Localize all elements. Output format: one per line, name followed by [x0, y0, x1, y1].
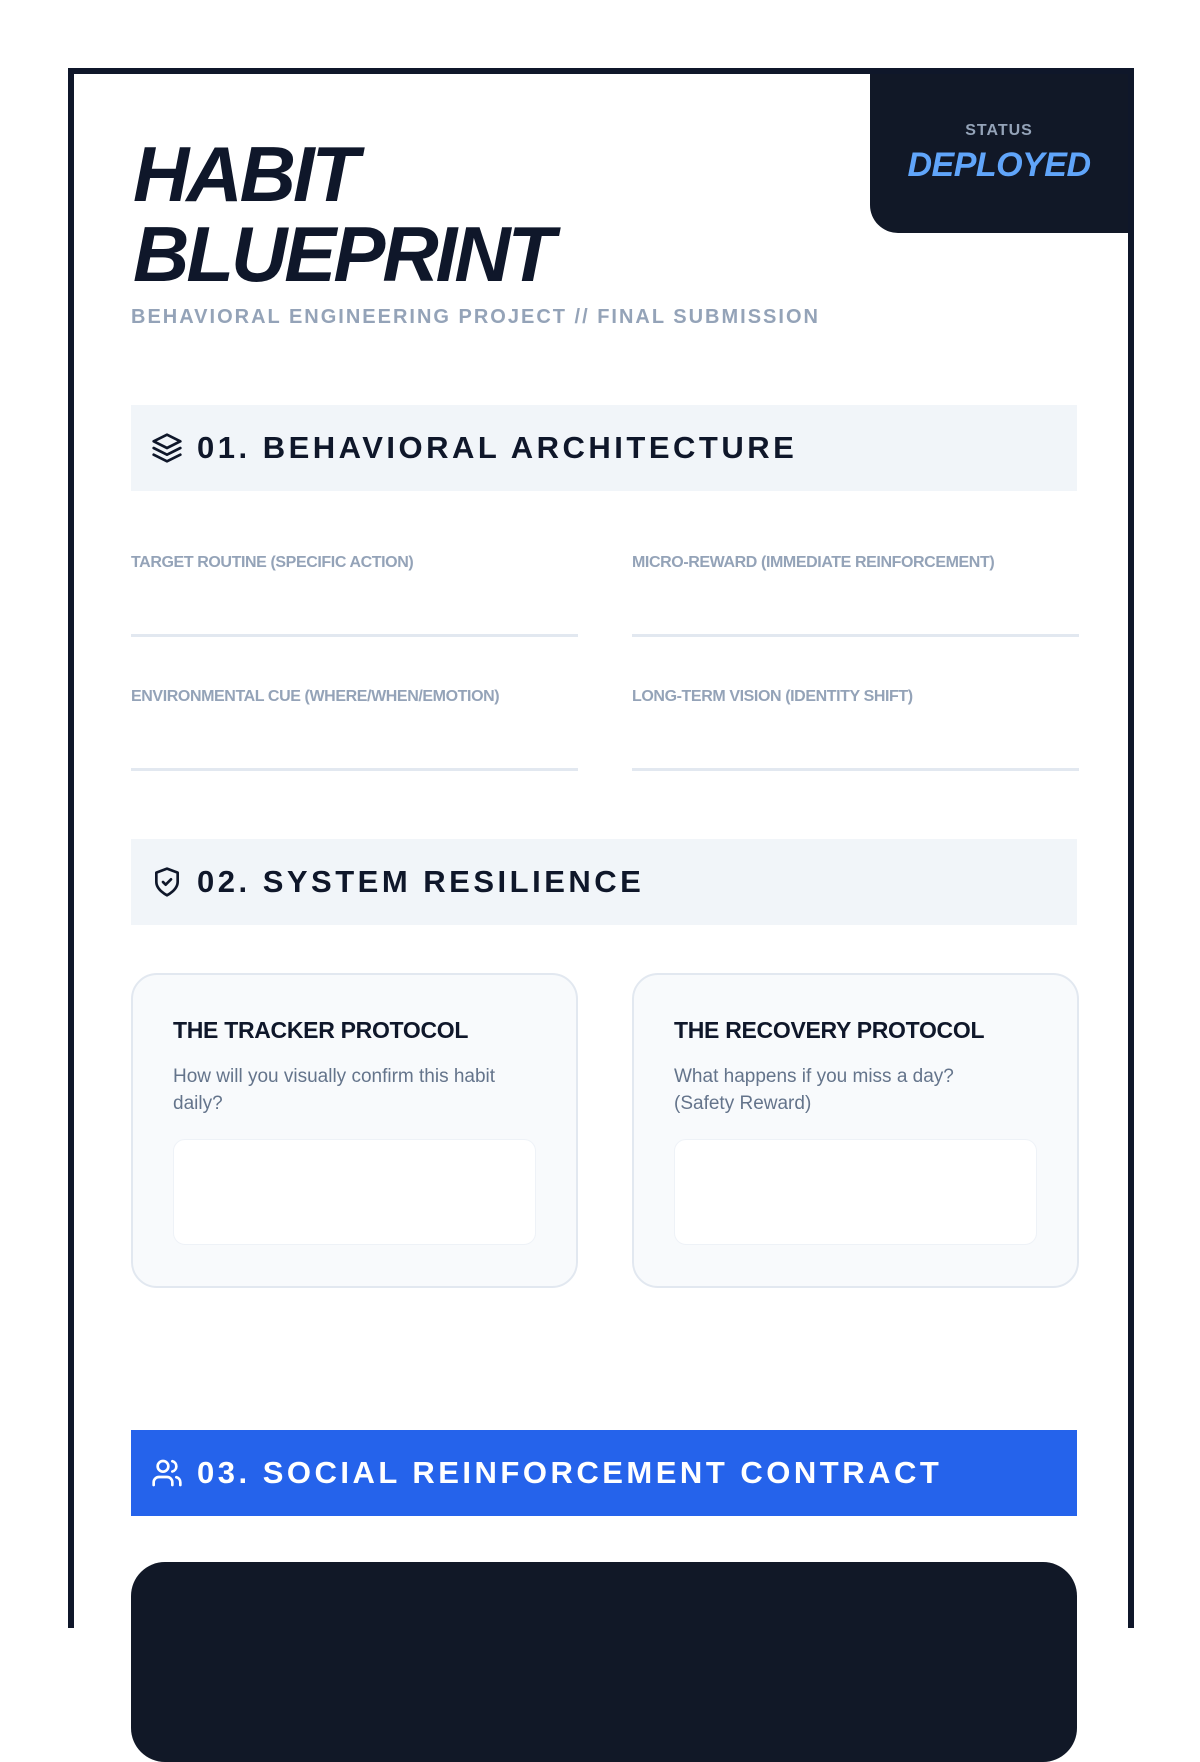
section-header-architecture	[131, 405, 1077, 491]
field-underline	[131, 768, 578, 771]
long-term-vision-field[interactable]	[632, 688, 1079, 706]
recovery-protocol-card	[632, 973, 1079, 1288]
field-label: TARGET ROUTINE (SPECIFIC ACTION)	[131, 554, 414, 571]
status-label: STATUS	[965, 122, 1033, 139]
micro-reward-field[interactable]	[632, 554, 1079, 572]
section-header-resilience	[131, 839, 1077, 925]
status-panel	[870, 74, 1128, 233]
section-title: 02. SYSTEM RESILIENCE	[197, 864, 645, 899]
tracker-protocol-card	[131, 973, 578, 1288]
layers-icon	[151, 432, 183, 464]
social-contract-panel	[131, 1562, 1077, 1762]
card-description: What happens if you miss a day? (Safety Reward)	[674, 1066, 954, 1114]
section-title: 03. SOCIAL REINFORCEMENT CONTRACT	[197, 1455, 943, 1490]
tracker-protocol-input[interactable]	[173, 1139, 536, 1245]
title-line-1: HABIT	[133, 130, 357, 218]
recovery-protocol-input[interactable]	[674, 1139, 1037, 1245]
field-underline	[632, 768, 1079, 771]
field-label: ENVIRONMENTAL CUE (WHERE/WHEN/EMOTION)	[131, 688, 500, 705]
field-label: MICRO-REWARD (IMMEDIATE REINFORCEMENT)	[632, 554, 995, 571]
page-title	[133, 130, 553, 298]
users-icon	[151, 1457, 183, 1489]
card-title: THE RECOVERY PROTOCOL	[674, 1017, 985, 1043]
field-label: LONG-TERM VISION (IDENTITY SHIFT)	[632, 688, 913, 705]
title-line-2: BLUEPRINT	[133, 210, 553, 298]
status-value: DEPLOYED	[907, 146, 1091, 184]
blueprint-document	[68, 68, 1134, 1628]
card-title: THE TRACKER PROTOCOL	[173, 1017, 469, 1043]
field-underline	[632, 634, 1079, 637]
target-routine-field[interactable]	[131, 554, 578, 572]
shield-check-icon	[151, 866, 183, 898]
field-underline	[131, 634, 578, 637]
environmental-cue-field[interactable]	[131, 688, 578, 706]
section-header-social	[131, 1430, 1077, 1516]
section-title: 01. BEHAVIORAL ARCHITECTURE	[197, 430, 798, 465]
card-description: How will you visually confirm this habit daily?	[173, 1066, 496, 1114]
page-subtitle: BEHAVIORAL ENGINEERING PROJECT // FINAL SUBMISSION	[131, 306, 820, 328]
